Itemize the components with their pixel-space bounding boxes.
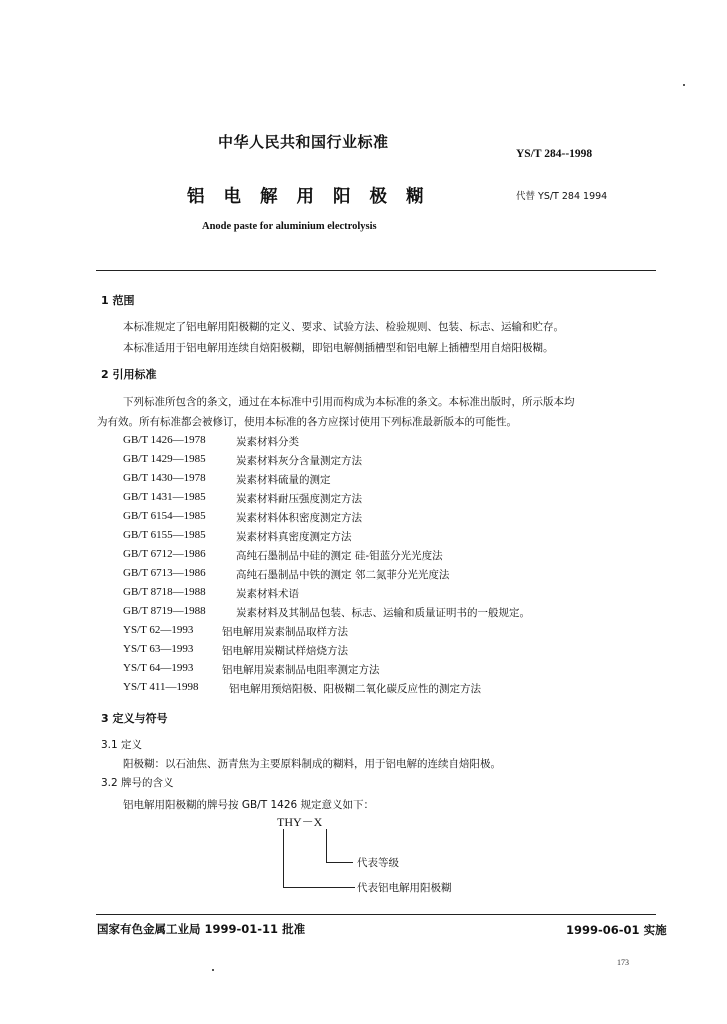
- reference-code: YS/T 62—1993: [123, 624, 194, 636]
- reference-code: YS/T 63—1993: [123, 643, 194, 655]
- reference-code: GB/T 6712—1986: [123, 548, 206, 560]
- reference-code: YS/T 64—1993: [123, 662, 194, 674]
- reference-title: 炭素材料硫量的测定: [236, 474, 331, 486]
- reference-title: 高纯石墨制品中铁的测定 邻二氮菲分光光度法: [236, 569, 450, 581]
- scan-speck: [683, 84, 685, 86]
- section-1-heading: 1 范围: [101, 294, 135, 307]
- refs-intro-line-2: 为有效。所有标准都会被修订，使用本标准的各方应探讨使用下列标准最新版本的可能性。: [97, 416, 517, 428]
- reference-title: 炭素材料耐压强度测定方法: [236, 493, 362, 505]
- reference-code: GB/T 1430—1978: [123, 472, 206, 484]
- reference-title: 炭素材料分类: [236, 436, 299, 448]
- subsection-3-2-heading: 3.2 牌号的含义: [101, 777, 174, 789]
- reference-code: GB/T 6155—1985: [123, 529, 206, 541]
- footer-divider: [96, 914, 656, 915]
- section-3-heading: 3 定义与符号: [101, 712, 168, 725]
- definition-text: 阳极糊：以石油焦、沥青焦为主要原料制成的糊料，用于铝电解的连续自焙阳极。: [123, 758, 501, 770]
- replaces-standard: 代替 YS/T 284 1994: [516, 191, 608, 202]
- product-label: 代表铝电解用阳极糊: [357, 882, 452, 894]
- reference-code: GB/T 6154—1985: [123, 510, 206, 522]
- standard-number: YS/T 284--1998: [516, 148, 593, 160]
- document-title: 铝电解用阳极糊: [187, 187, 443, 207]
- grade-code: THY－X: [277, 815, 323, 829]
- reference-code: YS/T 411—1998: [123, 681, 199, 693]
- reference-title: 铝电解用炭素制品电阻率测定方法: [222, 664, 380, 676]
- grade-label: 代表等级: [357, 857, 399, 869]
- reference-title: 炭素材料灰分含量测定方法: [236, 455, 362, 467]
- approval-info: 国家有色金属工业局 1999-01-11 批准: [97, 922, 306, 936]
- page-number: 173: [617, 958, 629, 967]
- reference-title: 铝电解用预焙阳极、阳极糊二氧化碳反应性的测定方法: [229, 683, 481, 695]
- refs-intro-line-1: 下列标准所包含的条文，通过在本标准中引用而构成为本标准的条文。本标准出版时，所示版本均: [123, 396, 575, 408]
- reference-title: 炭素材料术语: [236, 588, 299, 600]
- reference-title: 炭素材料及其制品包装、标志、运输和质量证明书的一般规定。: [236, 607, 530, 619]
- reference-title: 高纯石墨制品中硅的测定 硅-钼蓝分光光度法: [236, 550, 443, 562]
- reference-code: GB/T 1429—1985: [123, 453, 206, 465]
- reference-code: GB/T 8719—1988: [123, 605, 206, 617]
- scope-paragraph-2: 本标准适用于铝电解用连续自焙阳极糊，即铝电解侧插槽型和铝电解上插槽型用自焙阳极糊。: [123, 342, 554, 354]
- reference-code: GB/T 1426—1978: [123, 434, 206, 446]
- reference-code: GB/T 1431—1985: [123, 491, 206, 503]
- reference-title: 铝电解用炭糊试样焙烧方法: [222, 645, 348, 657]
- header-divider: [96, 270, 656, 271]
- reference-code: GB/T 8718—1988: [123, 586, 206, 598]
- scan-speck: [212, 969, 214, 971]
- english-title: Anode paste for aluminium electrolysis: [202, 221, 377, 232]
- section-2-heading: 2 引用标准: [101, 368, 157, 381]
- effective-date: 1999-06-01 实施: [566, 923, 667, 937]
- reference-code: GB/T 6713—1986: [123, 567, 206, 579]
- product-bracket-line: [283, 829, 355, 888]
- scope-paragraph-1: 本标准规定了铝电解用阳极糊的定义、要求、试验方法、检验规则、包装、标志、运输和贮存。: [123, 321, 564, 333]
- grade-meaning-text: 铝电解用阳极糊的牌号按 GB/T 1426 规定意义如下：: [123, 799, 375, 811]
- reference-title: 炭素材料体积密度测定方法: [236, 512, 362, 524]
- reference-title: 铝电解用炭素制品取样方法: [222, 626, 348, 638]
- subsection-3-1-heading: 3.1 定义: [101, 739, 143, 751]
- standard-category-title: 中华人民共和国行业标准: [218, 133, 389, 151]
- reference-title: 炭素材料真密度测定方法: [236, 531, 352, 543]
